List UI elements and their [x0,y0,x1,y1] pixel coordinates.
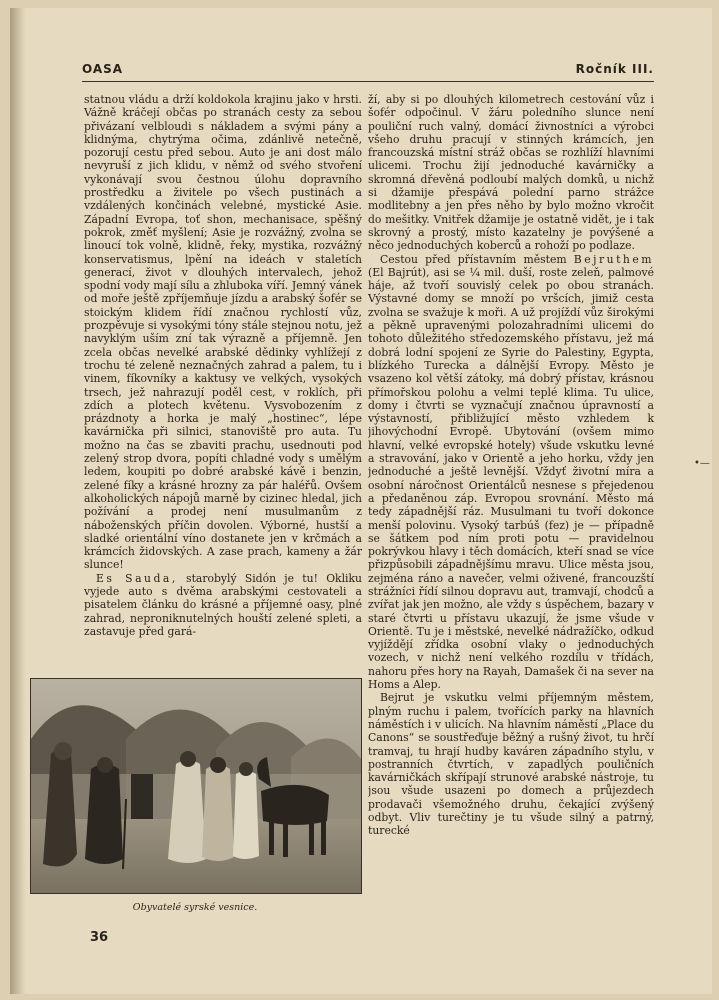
paragraph: statnou vládu a drží koldokola krajinu jako v hrsti. Vážně kráčejí občas po stranách cesty za sebou přivázaní velbloudi s nákladem a svými pány a klidnýma, chytrýma očima, zdánlivě netečně, pozorují cestu před sebou. Auto je ani dost málo nevyruší z jich klidu, v němž od svého stvoření vykonávají svou čestnou úlohu dopravního prostředku a živitele po všech pustinách a vzdálených končinách velebné, mystické Asie. Západní Evropa, toť shon, mechanisace, spěšný pokrok, změť myšlení; Asie je rozvážný, zvolna se linoucí tok volně, klidně, řeky, mystika, rozvážný konservatismus, lpění na ideách v staletích generací, život v dlouhých intervalech, jehož spodní vody mají sílu a zhluboka víří. Jemný vánek od moře ještě zpříjemňuje jízdu a arabský šofér se stoickým klidem řídí značnou rychlostí vůz, prozpěvuje si vysokými tóny stále stejnou notu, jež navyklým uším zní tak výrazně a příjemně. Jen zcela občas nevelké arabské dědinky vyhlížejí z trochu té zeleně neznačných zahrad a palem, tu i vinem, fíkovníky a kaktusy ve velkých, vysokých trsech, jež nahrazují poděl cest, v roklích, při zdích a plotech květenu. Vysvobozením z prázdnoty a horka je malý „hostinec“, lépe kavárnička při silnici, stanoviště pro auta. Tu možno na čas se zbaviti prachu, usednouti pod zelený strop dvora, popíti chladné vody s umělým ledem, koupiti po dobré arabské kávě i benzin, zelené fíky a krásné hrozny za pár haléřů. Ovšem alkoholických nápojů marně by cizinec hledal, jich požívání a prodej není musulmanům z náboženských příčin dovolen. Výborné, hustší a sladké orientální víno dostanete jen v krčmách a krámcích židovských. A zase prach, kameny a žár slunce! [84,93,362,572]
header-rule [82,81,654,82]
paragraph-text: Cestou před přístavním městem [380,252,574,266]
photo-illustration [31,679,361,893]
paragraph [84,572,362,638]
paragraph-text: starobylý Sidón je tu! Okliku vyjede auto s dvěma arabskými cestovateli a pisatelem článku do krásné a příjemné oasy, plné zahrad, neproniknutelných houští zelené spleti, a zastavuje před gará- [84,571,362,638]
page-binding-shadow [10,8,26,994]
page-number: 36 [90,930,109,945]
journal-title: OASA [82,62,124,76]
spaced-place-name: Bejruthem [573,252,654,266]
paragraph-text: (El Bajrút), asi se ¼ mil. duší, roste zeleň, palmové háje, až tvoří souvislý celek po obou stranách. Výstavné domy se množí po vršcích, jimiž cesta zvolna se svažuje k moři. A už projíždí vůz širokými a pěkně upravenými polozahradními ulicemi do tohoto důležitého středozemského přístavu, jež má dobrá lodní spojení ze Syrie do Palestiny, Egypta, blízkého Turecka a dálnější Evropy. Město je vsazeno kol větší zátoky, má dobrý přístav, krásnou přímořskou polohu a velmi teplé klima. Tu ulice, domy i čtvrti se vyznačují značnou úpravností a výstavností, přibližující město vzhledem k jihovýchodní Evropě. Ubytování (ovšem mimo hlavní, velké evropské hotely) všude vskutku levné a stravování, jako v Orientě a jeho horku, vždy jen jednoduché a ještě levnější. Vždyť životní míra a osobní náročnost Orientálců nesnese s přejedenou a předaněnou záp. Evropou srovnání. Město má tedy západnější ráz. Musulmani tu tvoří dokonce menší polovinu. Vysoký tarbúš (fez) je — případně se šátkem pod ním proti potu — pravidelnou pokrývkou hlavy i těch domácích, kteří snad se více přizpůsobili západnějšímu mravu. Ulice města jsou, zejména ráno a navečer, velmi oživené, francouzští strážníci řídí silnou dopravu aut, tramvají, chodců a zvířat jak jen možno, ale vždy s úspěchem, bazary v staré čtvrti u přístavu ukazují, že jsme všude v Orientě. Tu je i městské, nevelké nádražíčko, odkud vyjíždějí zřídka osobní vlaky o jednoduchých vozech, v nichž není velkého rozdílu v třídách, nahoru přes hory na Rayah, Damašek či na sever na Homs a Alep. [368,265,654,692]
volume-label: Ročník III. [575,62,654,76]
photo-caption: Obyvatelé syrské vesnice. [132,902,258,913]
village-photograph [30,678,362,894]
margin-mark: •— [694,458,710,469]
spaced-place-name: Es Sauda, [96,571,178,585]
paragraph [368,253,654,692]
text-column-left [84,93,362,671]
running-header [82,62,654,80]
paragraph: Bejrut je vskutku velmi příjemným městem, plným ruchu i palem, tvořících parky na hlavních náměstích i v ulicích. Na hlavním náměstí „Place du Canons“ se soustřeďuje běžný a rušný život, tu hrčí tramvaj, tu hrají hudby kaváren západního stylu, v postranních čtvrtích, v zapadlých pouličních kavárničkách skřípají strunové arabské nástroje, tu jsou všude usazeni po domech a průjezdech prodavači všemožného druhu, čekající zvýšený odbyt. Vliv turečtiny je tu všude silný a patrný, turecké [368,691,654,838]
paragraph: ží, aby si po dlouhých kilometrech cestování vůz i šofér odpočinul. V žáru poledního slunce není pouliční ruch valný, domácí živnostníci a výrobci všeho druhu pracují v stinných krámcích, jen francouzská místní stráž občas se rozhlíží hlavními ulicemi. Trochu žijí jednoduché kavárničky a skromná dřevěná podloubí malých domků, u nichž si džamije přespává polední parno strážce modlitebny a jen přes něho by bylo možno vkročit do mešitky. Vnitřek džamije je ostatně vidět, je i tak skrovný a prostý, místo kazatelny je povýšené a něco jednoduchých koberců a rohoží po podlaze. [368,93,654,253]
text-column-right [368,93,654,948]
